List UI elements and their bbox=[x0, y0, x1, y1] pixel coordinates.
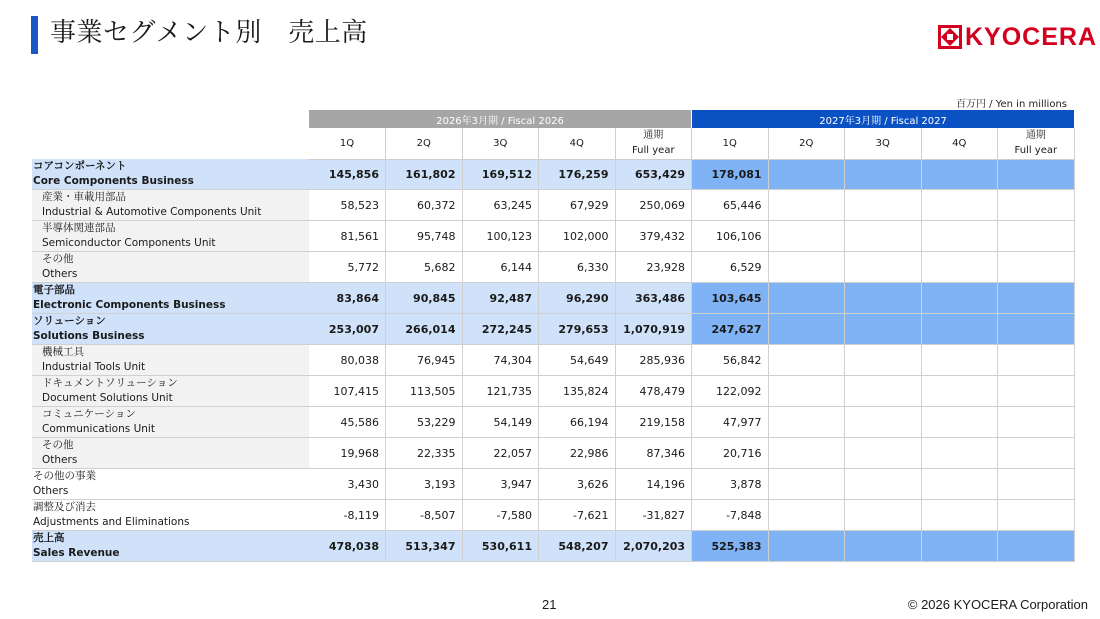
table-cell: 363,486 bbox=[615, 283, 692, 314]
table-cell bbox=[921, 438, 998, 469]
table-cell bbox=[845, 469, 922, 500]
table-cell: 548,207 bbox=[539, 531, 616, 562]
table-cell: 60,372 bbox=[386, 190, 463, 221]
full-year-en: Full year bbox=[1014, 145, 1058, 157]
row-label-en: Core Components Business bbox=[33, 175, 194, 187]
table-cell bbox=[845, 376, 922, 407]
col-header-2026-1q: 1Q bbox=[309, 128, 386, 159]
table-cell bbox=[768, 469, 845, 500]
table-cell: 45,586 bbox=[309, 407, 386, 438]
table-row bbox=[32, 438, 1074, 469]
table-cell: 54,649 bbox=[539, 345, 616, 376]
table-cell: 63,245 bbox=[462, 190, 539, 221]
table-cell bbox=[998, 500, 1075, 531]
table-cell bbox=[998, 531, 1075, 562]
table-cell: 3,626 bbox=[539, 469, 616, 500]
table-cell bbox=[845, 283, 922, 314]
full-year-jp: 通期 bbox=[1025, 130, 1046, 142]
table-cell: 106,106 bbox=[692, 221, 769, 252]
full-year-jp: 通期 bbox=[643, 130, 664, 142]
table-cell: 103,645 bbox=[692, 283, 769, 314]
table-cell: 67,929 bbox=[539, 190, 616, 221]
logo-wordmark: KYOCERA bbox=[965, 23, 1098, 51]
fiscal-2026-header: 2026年3月期 / Fiscal 2026 bbox=[309, 110, 692, 128]
col-header-2026-4q: 4Q bbox=[539, 128, 616, 159]
table-row bbox=[32, 469, 1074, 500]
table-cell bbox=[921, 376, 998, 407]
table-cell bbox=[768, 345, 845, 376]
table-cell bbox=[768, 159, 845, 190]
table-body bbox=[32, 159, 1074, 562]
table-cell: 6,144 bbox=[462, 252, 539, 283]
table-row bbox=[32, 314, 1074, 345]
row-label-jp: ドキュメントソリューション bbox=[42, 377, 178, 389]
table-cell: 87,346 bbox=[615, 438, 692, 469]
row-label-jp: 半導体関連部品 bbox=[42, 222, 116, 234]
table-row bbox=[32, 376, 1074, 407]
row-label-jp: 産業・車載用部品 bbox=[42, 191, 126, 203]
table-cell bbox=[921, 159, 998, 190]
table-cell bbox=[998, 159, 1075, 190]
header-blank bbox=[32, 110, 309, 128]
table-cell: 145,856 bbox=[309, 159, 386, 190]
table-cell bbox=[998, 407, 1075, 438]
table-cell bbox=[998, 252, 1075, 283]
table-cell bbox=[921, 221, 998, 252]
table-cell bbox=[998, 469, 1075, 500]
row-label-jp: その他 bbox=[42, 439, 74, 451]
table-cell: 1,070,919 bbox=[615, 314, 692, 345]
table-cell: 100,123 bbox=[462, 221, 539, 252]
table-cell bbox=[921, 190, 998, 221]
col-header-2027-4q: 4Q bbox=[921, 128, 998, 159]
table-cell: 19,968 bbox=[309, 438, 386, 469]
table-cell: 3,430 bbox=[309, 469, 386, 500]
table-cell bbox=[998, 283, 1075, 314]
table-cell: 178,081 bbox=[692, 159, 769, 190]
row-label-jp: 機械工具 bbox=[42, 346, 84, 358]
col-header-2026-2q: 2Q bbox=[386, 128, 463, 159]
table-cell bbox=[845, 345, 922, 376]
table-cell bbox=[921, 345, 998, 376]
subheader-blank bbox=[32, 128, 309, 159]
table-cell: -8,119 bbox=[309, 500, 386, 531]
table-row bbox=[32, 531, 1074, 562]
table-cell bbox=[921, 531, 998, 562]
row-label bbox=[32, 500, 309, 531]
row-label bbox=[32, 252, 309, 283]
table-cell bbox=[768, 283, 845, 314]
row-label-en: Others bbox=[33, 485, 69, 497]
table-cell: 92,487 bbox=[462, 283, 539, 314]
table-cell: 478,038 bbox=[309, 531, 386, 562]
table-cell: 20,716 bbox=[692, 438, 769, 469]
table-cell: 279,653 bbox=[539, 314, 616, 345]
table-cell: 253,007 bbox=[309, 314, 386, 345]
table-cell: 525,383 bbox=[692, 531, 769, 562]
table-row bbox=[32, 283, 1074, 314]
table-cell: 23,928 bbox=[615, 252, 692, 283]
row-label-en: Communications Unit bbox=[42, 423, 155, 435]
table-cell bbox=[998, 376, 1075, 407]
page-number: 21 bbox=[542, 597, 557, 612]
table-cell: 76,945 bbox=[386, 345, 463, 376]
table-cell: 66,194 bbox=[539, 407, 616, 438]
row-label-en: Industrial & Automotive Components Unit bbox=[42, 206, 262, 218]
table-cell bbox=[768, 407, 845, 438]
row-label bbox=[32, 221, 309, 252]
row-label-jp: 電子部品 bbox=[33, 284, 75, 296]
table-cell: 169,512 bbox=[462, 159, 539, 190]
table-cell: 22,986 bbox=[539, 438, 616, 469]
table-cell bbox=[998, 221, 1075, 252]
table-cell bbox=[845, 438, 922, 469]
table-cell: 176,259 bbox=[539, 159, 616, 190]
col-header-2027-1q: 1Q bbox=[692, 128, 769, 159]
table-cell bbox=[921, 314, 998, 345]
table-cell: 47,977 bbox=[692, 407, 769, 438]
col-header-2027-2q: 2Q bbox=[768, 128, 845, 159]
segment-sales-table bbox=[32, 110, 1075, 562]
table-cell: 5,682 bbox=[386, 252, 463, 283]
table-cell: 6,330 bbox=[539, 252, 616, 283]
table-cell bbox=[768, 438, 845, 469]
row-label-en: Semiconductor Components Unit bbox=[42, 237, 216, 249]
unit-note: 百万円 / Yen in millions bbox=[956, 99, 1067, 110]
table-row bbox=[32, 159, 1074, 190]
row-label bbox=[32, 407, 309, 438]
table-cell: 3,193 bbox=[386, 469, 463, 500]
table-cell: 65,446 bbox=[692, 190, 769, 221]
table-cell: 56,842 bbox=[692, 345, 769, 376]
row-label bbox=[32, 345, 309, 376]
row-label bbox=[32, 376, 309, 407]
table-cell: 95,748 bbox=[386, 221, 463, 252]
row-label-jp: その他の事業 bbox=[33, 470, 96, 482]
row-label-en: Others bbox=[42, 268, 78, 280]
row-label-en: Document Solutions Unit bbox=[42, 392, 173, 404]
table-cell: -31,827 bbox=[615, 500, 692, 531]
col-header-2026-full-year bbox=[615, 128, 692, 159]
table-cell bbox=[845, 159, 922, 190]
table-cell: 81,561 bbox=[309, 221, 386, 252]
row-label bbox=[32, 283, 309, 314]
table-cell: 247,627 bbox=[692, 314, 769, 345]
table-cell bbox=[768, 190, 845, 221]
table-row bbox=[32, 221, 1074, 252]
row-label-en: Electronic Components Business bbox=[33, 299, 226, 311]
row-label bbox=[32, 438, 309, 469]
table-cell bbox=[845, 252, 922, 283]
table-cell: 90,845 bbox=[386, 283, 463, 314]
table-cell: 54,149 bbox=[462, 407, 539, 438]
table-cell: 122,092 bbox=[692, 376, 769, 407]
row-label bbox=[32, 314, 309, 345]
table-cell: 22,057 bbox=[462, 438, 539, 469]
table-cell: -7,621 bbox=[539, 500, 616, 531]
table-cell bbox=[921, 469, 998, 500]
table-cell: 74,304 bbox=[462, 345, 539, 376]
title-accent-bar bbox=[31, 16, 38, 54]
table-cell bbox=[998, 438, 1075, 469]
table-cell: 513,347 bbox=[386, 531, 463, 562]
table-cell bbox=[845, 531, 922, 562]
fiscal-2027-header: 2027年3月期 / Fiscal 2027 bbox=[692, 110, 1075, 128]
table-cell bbox=[921, 252, 998, 283]
row-label-jp: コアコンポーネント bbox=[33, 160, 127, 172]
row-label-jp: 調整及び消去 bbox=[33, 501, 96, 513]
table-cell bbox=[768, 531, 845, 562]
table-cell: 272,245 bbox=[462, 314, 539, 345]
table-cell: 250,069 bbox=[615, 190, 692, 221]
row-label bbox=[32, 531, 309, 562]
table-cell bbox=[921, 283, 998, 314]
row-label-jp: 売上高 bbox=[33, 532, 65, 544]
table-cell bbox=[998, 314, 1075, 345]
row-label bbox=[32, 190, 309, 221]
row-label bbox=[32, 159, 309, 190]
table-row bbox=[32, 190, 1074, 221]
table-cell bbox=[845, 407, 922, 438]
row-label-en: Sales Revenue bbox=[33, 547, 120, 559]
table-cell bbox=[845, 314, 922, 345]
row-label-en: Solutions Business bbox=[33, 330, 145, 342]
row-label bbox=[32, 469, 309, 500]
table-row bbox=[32, 252, 1074, 283]
table-cell: 478,479 bbox=[615, 376, 692, 407]
table-cell: 107,415 bbox=[309, 376, 386, 407]
row-label-jp: その他 bbox=[42, 253, 74, 265]
table-cell bbox=[768, 314, 845, 345]
table-cell bbox=[845, 190, 922, 221]
kyocera-mark-icon bbox=[938, 25, 962, 49]
table-cell: 102,000 bbox=[539, 221, 616, 252]
table-cell: 6,529 bbox=[692, 252, 769, 283]
table-cell bbox=[998, 190, 1075, 221]
table-cell bbox=[768, 376, 845, 407]
table-cell: -8,507 bbox=[386, 500, 463, 531]
table-cell: 653,429 bbox=[615, 159, 692, 190]
table-cell bbox=[921, 407, 998, 438]
full-year-en: Full year bbox=[631, 145, 675, 157]
table-cell: 530,611 bbox=[462, 531, 539, 562]
table-cell: 266,014 bbox=[386, 314, 463, 345]
table-cell: 83,864 bbox=[309, 283, 386, 314]
table-cell: 379,432 bbox=[615, 221, 692, 252]
table-cell bbox=[768, 221, 845, 252]
table-cell: 3,878 bbox=[692, 469, 769, 500]
table-cell bbox=[921, 500, 998, 531]
table-cell: 3,947 bbox=[462, 469, 539, 500]
row-label-jp: ソリューション bbox=[33, 315, 106, 327]
table-cell: 219,158 bbox=[615, 407, 692, 438]
table-cell: 2,070,203 bbox=[615, 531, 692, 562]
row-label-en: Others bbox=[42, 454, 78, 466]
row-label-jp: コミュニケーション bbox=[42, 408, 136, 420]
page-title: 事業セグメント別 売上高 bbox=[50, 18, 368, 48]
copyright: © 2026 KYOCERA Corporation bbox=[907, 597, 1088, 612]
kyocera-logo bbox=[938, 22, 1097, 52]
table-cell: 285,936 bbox=[615, 345, 692, 376]
row-label-en: Adjustments and Eliminations bbox=[33, 516, 190, 528]
col-header-2027-3q: 3Q bbox=[845, 128, 922, 159]
table-cell bbox=[768, 500, 845, 531]
row-label-en: Industrial Tools Unit bbox=[42, 361, 146, 373]
table-cell bbox=[998, 345, 1075, 376]
table-cell: 14,196 bbox=[615, 469, 692, 500]
table-cell: 135,824 bbox=[539, 376, 616, 407]
table-cell bbox=[845, 500, 922, 531]
table-cell: -7,580 bbox=[462, 500, 539, 531]
table-cell: 96,290 bbox=[539, 283, 616, 314]
col-header-2026-3q: 3Q bbox=[462, 128, 539, 159]
table-cell: 53,229 bbox=[386, 407, 463, 438]
table-cell: -7,848 bbox=[692, 500, 769, 531]
table-cell bbox=[845, 221, 922, 252]
col-header-2027-full-year bbox=[998, 128, 1075, 159]
table-cell: 5,772 bbox=[309, 252, 386, 283]
table-cell: 58,523 bbox=[309, 190, 386, 221]
table-cell: 22,335 bbox=[386, 438, 463, 469]
table-cell: 161,802 bbox=[386, 159, 463, 190]
table-cell: 80,038 bbox=[309, 345, 386, 376]
table-cell: 121,735 bbox=[462, 376, 539, 407]
table-cell: 113,505 bbox=[386, 376, 463, 407]
table-row bbox=[32, 407, 1074, 438]
table-row bbox=[32, 500, 1074, 531]
table-cell bbox=[768, 252, 845, 283]
table-row bbox=[32, 345, 1074, 376]
